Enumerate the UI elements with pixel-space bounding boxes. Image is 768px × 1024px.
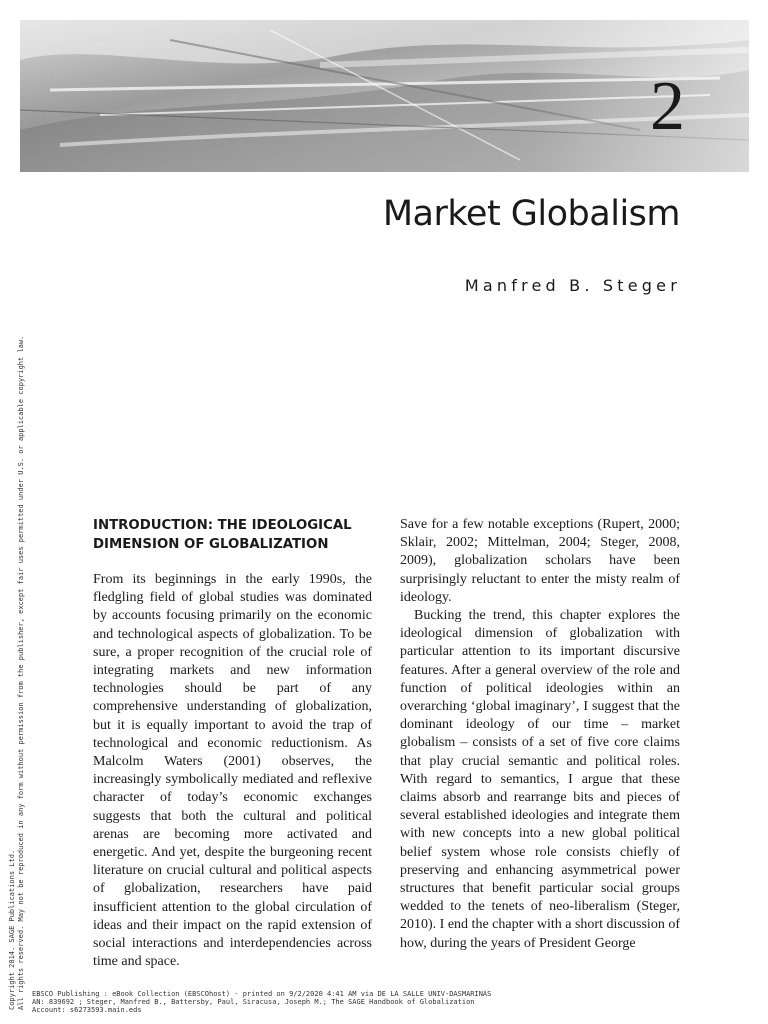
chapter-author: Manfred B. Steger xyxy=(464,276,681,295)
text-column-right xyxy=(400,516,680,953)
chapter-number: 2 xyxy=(650,68,685,145)
chapter-title: Market Globalism xyxy=(382,194,680,234)
paragraph: Save for a few notable exceptions (Rupert, 2000; Sklair, 2002; Mittelman, 2004; Steger, 2008, 2009), globalization scholars have been surprisingly reluctant to enter the misty realm of ideology. xyxy=(400,517,680,605)
rights-line: All rights reserved. May not be reproduced in any form without permission from the publisher, except fair uses permitted under U.S. or applicable copyright law. xyxy=(17,335,25,1010)
copyright-line: Copyright 2014. SAGE Publications Ltd. xyxy=(8,849,16,1010)
copyright-sidebar xyxy=(8,336,26,1010)
paragraph: From its beginnings in the early 1990s, the fledgling field of global studies was dominated by accounts focusing primarily on the economic and technological aspects of globalization. To be sure, a proper recognition of the crucial role of integrating markets and new information technologies should be part of any comprehensive understanding of globalization, but it is equally important to avoid the trap of technological and economic reductionism. As Malcolm Waters (2001) observes, the increasingly symbolically mediated and reflexive character of today’s economic exchanges suggests that both the cultural and political arenas are becoming more activated and energetic. And yet, despite the burgeoning recent literature on crucial cultural and political aspects of globalization, researchers have paid insufficient attention to the global circulation of ideas and their impact on the rapid extension of social interactions and interdependencies across time and space. xyxy=(93,572,372,970)
section-heading: INTRODUCTION: THE IDEOLOGICAL DIMENSION OF GLOBALIZATION xyxy=(93,518,352,552)
footer-line: EBSCO Publishing : eBook Collection (EBSCOhost) - printed on 9/2/2020 4:41 AM via DE LA SALLE UNIV-DASMARINAS xyxy=(32,990,492,998)
footer-line: AN: 839692 ; Steger, Manfred B., Battersby, Paul, Siracusa, Joseph M.; The SAGE Handbook of Globalization xyxy=(32,998,475,1006)
ebsco-footer xyxy=(32,990,491,1014)
paragraph: Bucking the trend, this chapter explores the ideological dimension of globalization with particular attention to its important discursive features. After a general overview of the role and function of political ideologies within an overarching ‘global imaginary’, I suggest that the dominant ideology of our time – market globalism – consists of a set of five core claims that play crucial semantic and political roles. With regard to semantics, I argue that these claims absorb and rearrange bits and pieces of several established ideologies and integrate them with new concepts into a new global political belief system whose role consists chiefly of preserving and enhancing asymmetrical power structures that benefit particular social groups wedded to the tenets of neo-liberalism (Steger, 2010). I end the chapter with a short discussion of how, during the years of President George xyxy=(400,608,680,951)
footer-line: Account: s6273593.main.eds xyxy=(32,1006,142,1014)
text-column-left xyxy=(93,516,372,971)
